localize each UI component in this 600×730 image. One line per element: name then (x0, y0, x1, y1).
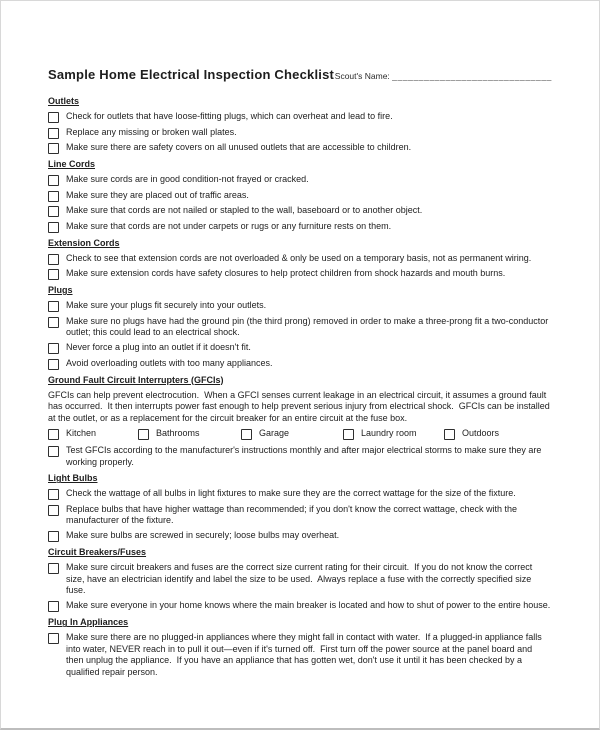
location-label: Laundry room (361, 428, 417, 439)
section-heading: Ground Fault Circuit Interrupters (GFCIs) (48, 374, 224, 385)
checklist-item-label: Test GFCIs according to the manufacturer's instructions monthly and after major electrical storms to make sure they are working properly. (66, 445, 544, 467)
scout-name-blank-line[interactable]: ______________________________ (392, 71, 552, 81)
location-option (138, 428, 241, 440)
checklist-item-label: Check for outlets that have loose-fitting plugs, which can overheat and lead to fire. (66, 111, 393, 121)
checklist-item-label: Make sure cords are in good condition-not frayed or cracked. (66, 174, 309, 184)
location-option (241, 428, 343, 440)
location-label: Bathrooms (156, 428, 200, 439)
checklist-item (48, 445, 552, 468)
checklist-item (48, 127, 552, 139)
section-heading: Line Cords (48, 159, 96, 169)
checklist-item-label: Make sure no plugs have had the ground pin (the third prong) removed in order to make a three-prong fit a two-conductor outlet; this could lead to an electrical shock. (66, 315, 551, 337)
checklist-item-label: Avoid overloading outlets with too many appliances. (66, 357, 273, 368)
checkbox[interactable] (48, 601, 59, 612)
checklist-item (48, 300, 552, 312)
checklist-item-label: Replace bulbs that have higher wattage than recommended; if you don't know the correct wattage, check with the manufacturer of the fixture. (66, 503, 520, 526)
checklist-item (48, 600, 552, 612)
checkbox[interactable] (138, 429, 149, 440)
checklist-item (48, 253, 552, 265)
checkbox[interactable] (48, 429, 59, 440)
checklist-item-label: Make sure that cords are not nailed or stapled to the wall, baseboard or to another object. (66, 205, 423, 215)
checklist-item-label: Make sure circuit breakers and fuses are the correct size current rating for their circuit. If you do not know the correct size, have an electrician identify and label the size to be used. Always replace a fuse with the correctly specified size fuse. (66, 562, 535, 596)
section-heading: Outlets (48, 96, 80, 106)
section-plugs (48, 284, 552, 370)
section-heading: Plugs (48, 285, 73, 295)
checklist-item (48, 316, 552, 339)
checkbox[interactable] (48, 254, 59, 265)
checklist-item (48, 504, 552, 527)
location-option (444, 428, 499, 440)
scout-name-field (335, 71, 552, 81)
checklist-item-label: Never force a plug into an outlet if it doesn't fit. (66, 342, 251, 352)
location-option (343, 428, 444, 440)
checkbox[interactable] (48, 112, 59, 123)
checkbox[interactable] (48, 633, 59, 644)
section-heading: Plug In Appliances (48, 617, 129, 628)
checklist-item-label: Make sure your plugs fit securely into your outlets. (66, 300, 267, 310)
checklist-item (48, 632, 552, 678)
checklist-item-label: Make sure there are safety covers on all unused outlets that are accessible to children. (66, 142, 412, 152)
checkbox[interactable] (48, 359, 59, 370)
checklist-item (48, 174, 552, 186)
checkbox[interactable] (48, 191, 59, 202)
location-label: Kitchen (66, 428, 97, 439)
checkbox[interactable] (48, 563, 59, 574)
section-extension-cords (48, 237, 552, 281)
checkbox[interactable] (48, 222, 59, 233)
checklist-item-label: Make sure there are no plugged-in appliances where they might fall in contact with water. If a plugged-in appliance falls into water, NEVER reach in to pull it out—even if it's turned off. First turn off the power source at the panel board and then unplug the appliance. If you have an appliance that has gotten wet, don't use it until it has been checked by a qualified repair person. (66, 632, 545, 677)
gfci-locations-row (48, 428, 552, 440)
section-line-cords (48, 158, 552, 233)
checklist-item-label: Replace any missing or broken wall plates. (66, 126, 237, 137)
section-plug-in-appliances (48, 616, 552, 678)
checklist-item-label: Make sure extension cords have safety closures to help protect children from shock hazards and mouth burns. (66, 268, 506, 278)
document-header (48, 67, 552, 82)
location-option (48, 428, 138, 440)
checklist-item-label: Make sure that cords are not under carpets or rugs or any furniture rests on them. (66, 220, 392, 231)
location-label: Garage (259, 428, 290, 439)
gfci-intro-paragraph: GFCIs can help prevent electrocution. When a GFCI senses current leakage in an electrical circuit, it assumes a ground fault has occurred. It then interrupts power fast enough to help prevent serious injury from electrical shock. GFCIs can be installed at the outlet, or as a replacement for the circuit breaker for an entire circuit at the fuse box. (48, 389, 553, 423)
checklist-item (48, 190, 552, 202)
checkbox[interactable] (48, 446, 59, 457)
checklist-item-label: Check the wattage of all bulbs in light fixtures to make sure they are the correct wattage for the size of the fixture. (66, 488, 516, 499)
checklist-item (48, 562, 552, 597)
checkbox[interactable] (48, 206, 59, 217)
checkbox[interactable] (48, 531, 59, 542)
checklist-item (48, 530, 552, 542)
checkbox[interactable] (444, 429, 455, 440)
checkbox[interactable] (241, 429, 252, 440)
checklist-item (48, 342, 552, 354)
checkbox[interactable] (48, 343, 59, 354)
checkbox[interactable] (48, 317, 59, 328)
checkbox[interactable] (48, 489, 59, 500)
scout-name-label: Scout's Name: (334, 71, 390, 81)
checkbox[interactable] (48, 505, 59, 516)
checklist-item (48, 268, 552, 280)
section-gfcis (48, 374, 552, 469)
location-label: Outdoors (462, 428, 500, 439)
checkbox[interactable] (48, 175, 59, 186)
checkbox[interactable] (48, 301, 59, 312)
section-heading: Circuit Breakers/Fuses (48, 547, 147, 558)
checkbox[interactable] (343, 429, 354, 440)
checklist-item (48, 358, 552, 370)
checklist-item-label: Make sure bulbs are screwed in securely; loose bulbs may overheat. (66, 530, 340, 541)
section-heading: Extension Cords (48, 237, 120, 248)
checklist-item (48, 221, 552, 233)
checkbox[interactable] (48, 143, 59, 154)
checkbox[interactable] (48, 128, 59, 139)
section-circuit-breakers-fuses (48, 546, 552, 612)
checklist-item-label: Make sure they are placed out of traffic areas. (66, 189, 249, 200)
checklist-item (48, 142, 552, 154)
section-outlets (48, 95, 552, 154)
page-title: Sample Home Electrical Inspection Checklist (48, 67, 335, 82)
section-light-bulbs (48, 472, 552, 542)
section-heading: Light Bulbs (48, 473, 98, 484)
checklist-item (48, 205, 552, 217)
checkbox[interactable] (48, 269, 59, 280)
checklist-item (48, 488, 552, 500)
checklist-item-label: Check to see that extension cords are not overloaded & only be used on a temporary basis, not as permanent wiring. (66, 252, 532, 263)
checklist-item-label: Make sure everyone in your home knows where the main breaker is located and how to shut of power to the entire house. (66, 600, 551, 611)
checklist-item (48, 111, 552, 123)
